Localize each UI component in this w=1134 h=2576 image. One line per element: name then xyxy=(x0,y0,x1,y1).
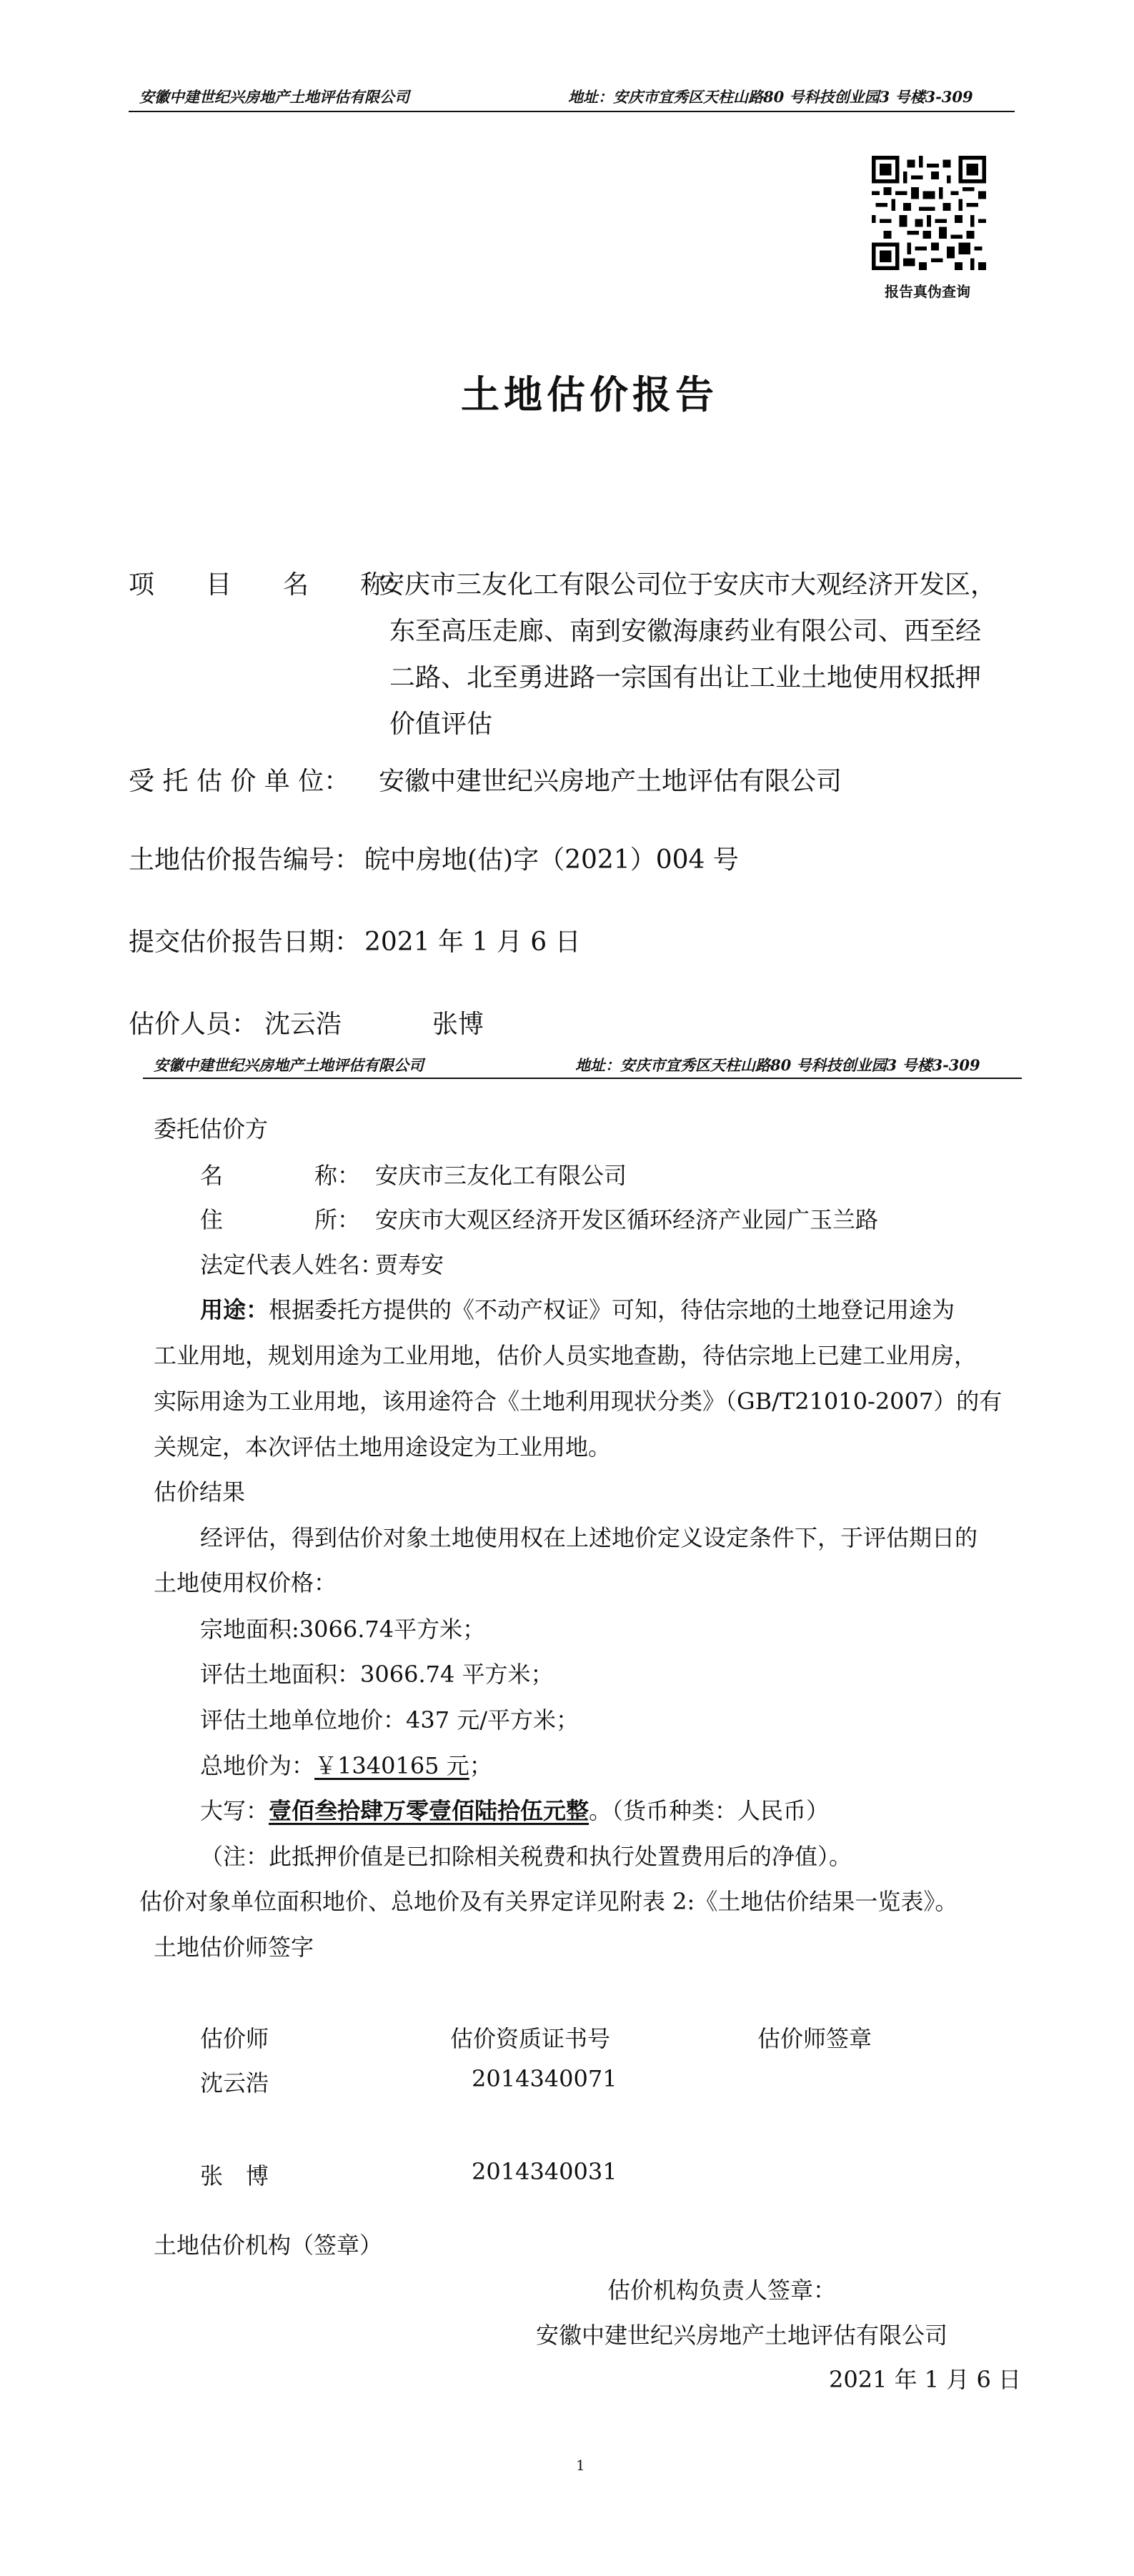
project-line: 东至高压走廊、南到安徽海康药业有限公司、西至经 xyxy=(389,617,982,646)
project-line: 二路、北至勇进路一宗国有出让工业土地使用权抵押 xyxy=(389,663,982,692)
usage-line: 关规定，本次评估土地用途设定为工业用地。 xyxy=(154,1433,612,1461)
client-name-value: 安庆市三友化工有限公司 xyxy=(375,1162,627,1189)
signer-cert: 2014340071 xyxy=(472,2065,617,2092)
project-line: 价值评估 xyxy=(389,710,493,739)
entrust-label: 受 托 估 价 单 位： xyxy=(129,767,350,796)
client-name-label: 名 称： xyxy=(200,1162,361,1189)
header-rule xyxy=(143,1078,1022,1079)
submit-date-value: 2021 年 1 月 6 日 xyxy=(364,928,581,957)
appraiser-name: 沈云浩 xyxy=(264,1010,342,1039)
report-no-label: 土地估价报告编号： xyxy=(129,845,361,875)
capital-note: 。（货币种类：人民币） xyxy=(589,1797,830,1824)
qr-label: 报告真伪查询 xyxy=(885,283,970,300)
project-label: 项 目 名 称： xyxy=(129,570,412,600)
section-title: 土地估价师签字 xyxy=(154,1934,314,1961)
assessed-area: 评估土地面积：3066.74 平方米； xyxy=(200,1661,554,1688)
section-title: 估价结果 xyxy=(154,1478,246,1506)
qr-code-icon[interactable] xyxy=(872,156,986,270)
client-address-value: 安庆市大观区经济开发区循环经济产业园广玉兰路 xyxy=(375,1206,879,1233)
client-rep-label: 法定代表人姓名： xyxy=(200,1251,384,1278)
entrust-value: 安徽中建世纪兴房地产土地评估有限公司 xyxy=(379,767,842,796)
usage-line: 根据委托方提供的《不动产权证》可知，待估宗地的土地登记用途为 xyxy=(269,1296,955,1323)
signer-name: 沈云浩 xyxy=(200,2069,269,2097)
header-rule xyxy=(129,111,1015,112)
parcel-area: 宗地面积:3066.74平方米； xyxy=(200,1616,486,1643)
sign-col-header: 估价资质证书号 xyxy=(450,2025,611,2052)
result-intro-line: 经评估，得到估价对象土地使用权在上述地价定义设定条件下，于评估期日的 xyxy=(200,1524,978,1551)
appraisers-label: 估价人员： xyxy=(129,1010,258,1039)
report-no-value: 皖中房地(估)字（2021）004 号 xyxy=(364,845,739,875)
usage-line: 实际用途为工业用地，该用途符合《土地利用现状分类》（GB/T21010-2007）的有 xyxy=(154,1388,1003,1415)
sign-col-header: 估价师 xyxy=(200,2025,269,2052)
usage-line: 工业用地，规划用途为工业用地，估价人员实地查勘，待估宗地上已建工业用房， xyxy=(154,1342,978,1369)
total-price-value: ￥1340165 元 xyxy=(314,1752,469,1779)
total-price-end: ； xyxy=(469,1752,492,1779)
header-address: 地址：安庆市宜秀区天柱山路80 号科技创业园3 号楼3-309 xyxy=(575,1056,980,1074)
capital-value: 壹佰叁拾肆万零壹佰陆拾伍元整 xyxy=(269,1797,590,1824)
total-price-label: 总地价为： xyxy=(200,1752,315,1779)
unit-price: 评估土地单位地价：437 元/平方米； xyxy=(200,1706,580,1734)
org-date: 2021 年 1 月 6 日 xyxy=(829,2366,1022,2393)
usage-label: 用途： xyxy=(200,1296,269,1323)
header-address: 地址：安庆市宜秀区天柱山路80 号科技创业园3 号楼3-309 xyxy=(568,88,973,106)
header-company: 安徽中建世纪兴房地产土地评估有限公司 xyxy=(139,88,409,106)
submit-date-label: 提交估价报告日期： xyxy=(129,928,361,957)
client-address-label: 住 所： xyxy=(200,1206,361,1233)
org-label: 土地估价机构（签章） xyxy=(154,2232,383,2259)
signer-name: 张 博 xyxy=(200,2162,269,2189)
org-leader-sign: 估价机构负责人签章： xyxy=(607,2277,837,2304)
header-company: 安徽中建世纪兴房地产土地评估有限公司 xyxy=(154,1056,424,1074)
result-note: （注：此抵押价值是已扣除相关税费和执行处置费用后的净值）。 xyxy=(200,1843,852,1870)
section-title: 委托估价方 xyxy=(154,1115,269,1143)
appraiser-name: 张博 xyxy=(432,1010,484,1039)
page-title: 土地估价报告 xyxy=(461,372,718,417)
project-line: 安庆市三友化工有限公司位于安庆市大观经济开发区， xyxy=(379,570,997,600)
capital-label: 大写： xyxy=(200,1797,269,1824)
page-number: 1 xyxy=(576,2457,585,2474)
result-appendix: 估价对象单位面积地价、总地价及有关界定详见附表 2:《土地估价结果一览表》。 xyxy=(139,1888,958,1915)
org-company: 安徽中建世纪兴房地产土地评估有限公司 xyxy=(536,2322,948,2349)
client-rep-value: 贾寿安 xyxy=(375,1251,444,1278)
signer-cert: 2014340031 xyxy=(472,2158,617,2185)
sign-col-header: 估价师签章 xyxy=(757,2025,872,2052)
result-intro-line: 土地使用权价格： xyxy=(154,1569,337,1596)
